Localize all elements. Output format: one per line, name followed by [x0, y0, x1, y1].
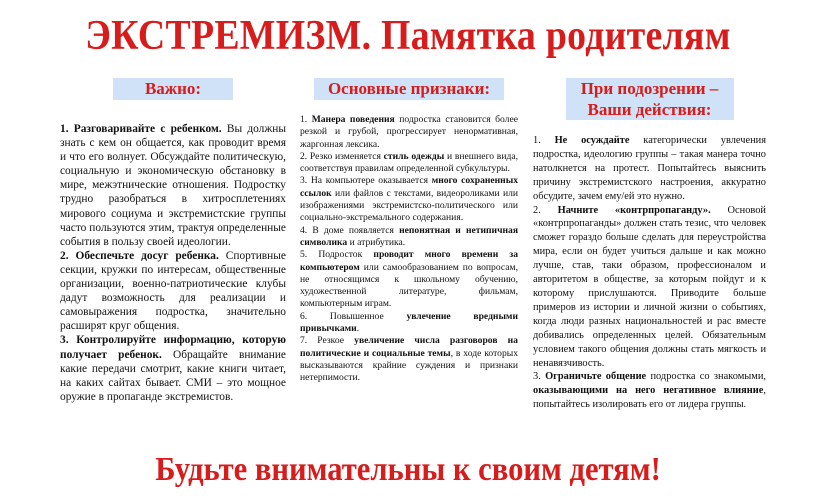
- column-heading-actions: При подозрении – Ваши действия:: [566, 78, 734, 120]
- item-number: 3.: [60, 334, 69, 347]
- item-bold-text: Обеспечьте досуг ребенка.: [75, 249, 219, 262]
- item-text: 3.: [533, 371, 541, 383]
- list-item: [533, 204, 766, 371]
- footer-slogan: Будьте внимательны к своим детям!: [155, 451, 661, 488]
- item-bold-text: увлечение вредными привычками: [300, 310, 518, 335]
- item-bold-text: непонятная и нетипичная символика: [300, 224, 518, 248]
- list-item: [300, 151, 518, 176]
- list-item: [300, 114, 518, 151]
- item-bold-text: стиль одежды: [383, 150, 445, 162]
- item-bold-text: оказывающими на него негативное влияние: [533, 385, 764, 397]
- column-body: [533, 134, 766, 412]
- list-item: [60, 122, 286, 249]
- item-text: или файлов с текстами, видеороликами или изображениями экстремистско-политического или социально-экстремального содержания.: [300, 187, 518, 224]
- column-heading-important: Важно:: [113, 78, 233, 100]
- item-bold-text: Не осуждайте: [554, 135, 630, 146]
- column-body: [300, 114, 518, 385]
- item-text: 3. На компьютере оказывается: [300, 175, 429, 187]
- item-text: подростка со знакомыми,: [650, 371, 766, 383]
- column-heading-signs: Основные признаки:: [314, 78, 504, 100]
- item-bold-text: много сохраненных ссылок: [300, 175, 518, 199]
- item-bold-text: увеличение числа разговоров на политические и социальные темы: [300, 335, 518, 359]
- item-text: и атрибутика.: [349, 236, 406, 248]
- column-actions: [533, 78, 766, 412]
- item-bold-text: Манера поведения: [311, 114, 395, 125]
- item-text: 6. Повышенное: [300, 310, 384, 322]
- list-item: [60, 333, 286, 403]
- list-item: [300, 249, 518, 310]
- item-bold-text: Начните «контрпропаганду».: [557, 204, 711, 216]
- item-text: Спортивные секции, кружки по интересам, общественные организации, военно-патриотические клубы дадут возможность для реализации и самовыражения подростка, значительно расширят круг общения.: [60, 249, 286, 333]
- list-item: [300, 311, 518, 336]
- item-text: , в ходе которых высказываются крайние суждения и признаки нетерпимости.: [300, 347, 518, 384]
- item-text: 1.: [533, 135, 541, 146]
- item-text: 2. Резко изменяется: [300, 150, 381, 162]
- item-bold-text: Контролируйте информацию, которую получает ребенок.: [60, 334, 286, 361]
- item-bold-text: проводит много времени за компьютером: [300, 249, 518, 273]
- item-number: 1.: [60, 123, 69, 135]
- item-text: или самообразованием по вопросам, не относящимся к школьному обучению, художественной литературе, фильмам, компьютерным играм.: [300, 261, 518, 310]
- list-item: [533, 134, 766, 204]
- item-text: Основой «контрпропаганды» должен стать тезис, что человек сможет гораздо больше сделать для переустройства мира, если он будет учиться дальше и как можно лучше, став, таки образом, профессионалом и авторитетом в обществе, за которым пойдут и к которому прислушаются. Приводите больше примеров из истории и личной жизни о событиях, когда люди разных национальностей и рас вместе добивались определенных целей. Обязательным условием такого общения должны стать мягкость и ненавязчивость.: [533, 204, 766, 369]
- item-number: 2.: [60, 249, 69, 262]
- page-title: ЭКСТРЕМИЗМ. Памятка родителям: [85, 13, 731, 59]
- item-text: Вы должны знать с кем он общается, как проводит время и что его волнует. Обсуждайте политическую, социальную и экономическую обстановку в мире, межэтнические отношения. Подростку трудно разобраться в хитросплетениях мирового социума и экстремистские группы часто пользуются этим, трактуя определенные события в пользу своей идеологии.: [60, 123, 286, 248]
- item-text: .: [356, 323, 360, 335]
- list-item: [300, 225, 518, 250]
- item-text: 2.: [533, 204, 541, 216]
- item-text: 4. В доме появляется: [300, 224, 394, 236]
- item-text: категорически увлечения подростка, идеологию группы – такая манера точно натолкнется на протест. Попытайтесь выяснить причину экстремистского настроения, аккуратно обсудите, зачем ему/ей это нужно.: [533, 135, 766, 202]
- item-text: Обращайте внимание какие передачи смотрит, какие книги читает, на каких сайтах бывает. СМИ – это мощное оружие в пропаганде экстремистов.: [60, 348, 286, 403]
- column-body: [60, 122, 286, 404]
- item-text: подростка становится более резкой и грубой, прогрессирует ненормативная, жаргонная лексика.: [300, 114, 518, 150]
- item-text: 7. Резкое: [300, 335, 345, 347]
- item-text: 5. Подросток: [300, 249, 363, 261]
- list-item: [300, 335, 518, 384]
- list-item: [60, 249, 286, 334]
- list-item: [533, 370, 766, 412]
- list-item: [300, 175, 518, 224]
- item-text: 1.: [300, 114, 308, 125]
- item-text: , попытайтесь изолировать его от лидера группы.: [533, 385, 766, 411]
- column-signs: [300, 78, 518, 385]
- item-text: и внешнего вида, соответствуя правилам определенной субкультуры.: [300, 150, 518, 175]
- item-bold-text: Разговаривайте с ребенком.: [73, 123, 222, 135]
- item-bold-text: Ограничьте общение: [545, 371, 647, 383]
- column-important: [60, 78, 286, 404]
